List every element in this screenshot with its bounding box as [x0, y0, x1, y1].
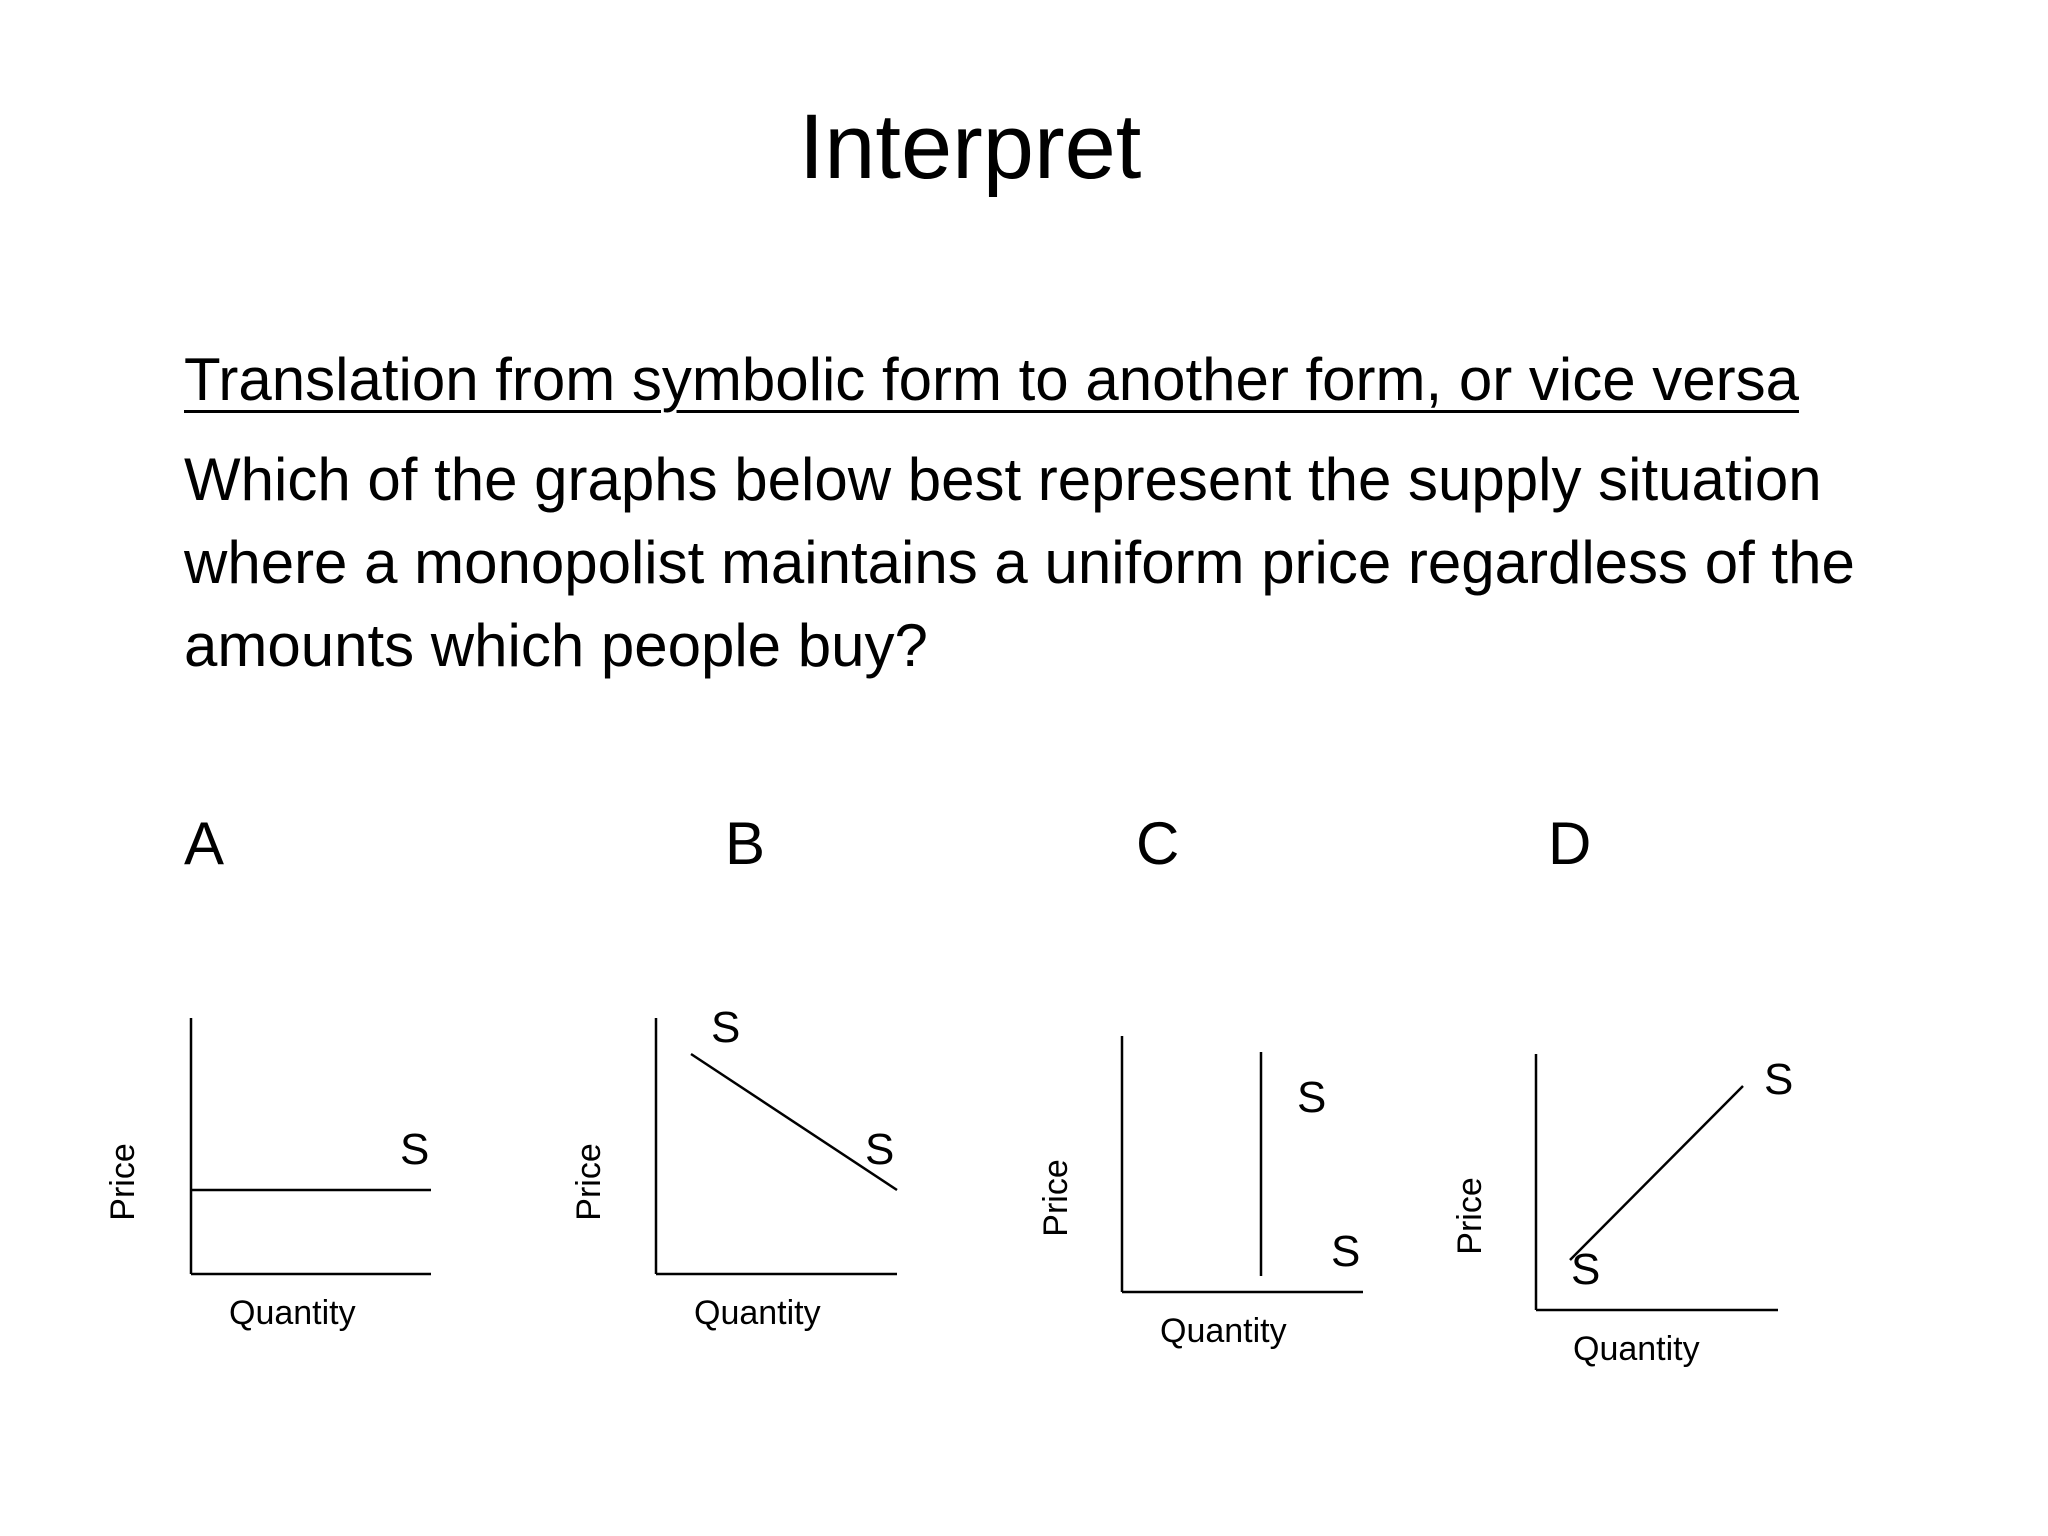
graph-c-supply-label-top: S [1297, 1073, 1327, 1122]
slide-title: Interpret [798, 96, 1142, 198]
graph-c-x-label: Quantity [1160, 1312, 1287, 1350]
graph-b [656, 1018, 897, 1274]
graph-d-supply-label-top: S [1764, 1055, 1794, 1104]
option-letter-b: B [725, 810, 766, 877]
graph-d-supply-label-bottom: S [1571, 1245, 1601, 1294]
slide-subtitle: Translation from symbolic form to another form, or vice versa [184, 346, 1799, 413]
graph-b-supply-label-top: S [711, 1003, 741, 1052]
graph-c [1122, 1036, 1363, 1292]
option-letter-d: D [1548, 810, 1592, 877]
graph-a-supply-label: S [400, 1125, 430, 1174]
graph-c-supply-label-bottom: S [1331, 1227, 1361, 1276]
option-letter-c: C [1136, 810, 1180, 877]
question-text: Which of the graphs below best represent the supply situation where a monopolist maintains a uniform price regardless of the amounts which people buy? [184, 446, 1855, 679]
option-letter-a: A [184, 810, 225, 877]
graph-d-supply-curve [1570, 1086, 1743, 1260]
graph-c-y-label: Price [1037, 1159, 1075, 1237]
graph-a-y-label: Price [104, 1143, 142, 1221]
graph-b-y-label: Price [570, 1143, 608, 1221]
graph-a-x-label: Quantity [229, 1294, 356, 1332]
graph-b-x-label: Quantity [694, 1294, 821, 1332]
graph-d-y-label: Price [1451, 1177, 1489, 1255]
graph-d-x-label: Quantity [1573, 1330, 1700, 1368]
graph-a [191, 1018, 431, 1274]
graph-b-supply-label-bottom: S [865, 1125, 895, 1174]
